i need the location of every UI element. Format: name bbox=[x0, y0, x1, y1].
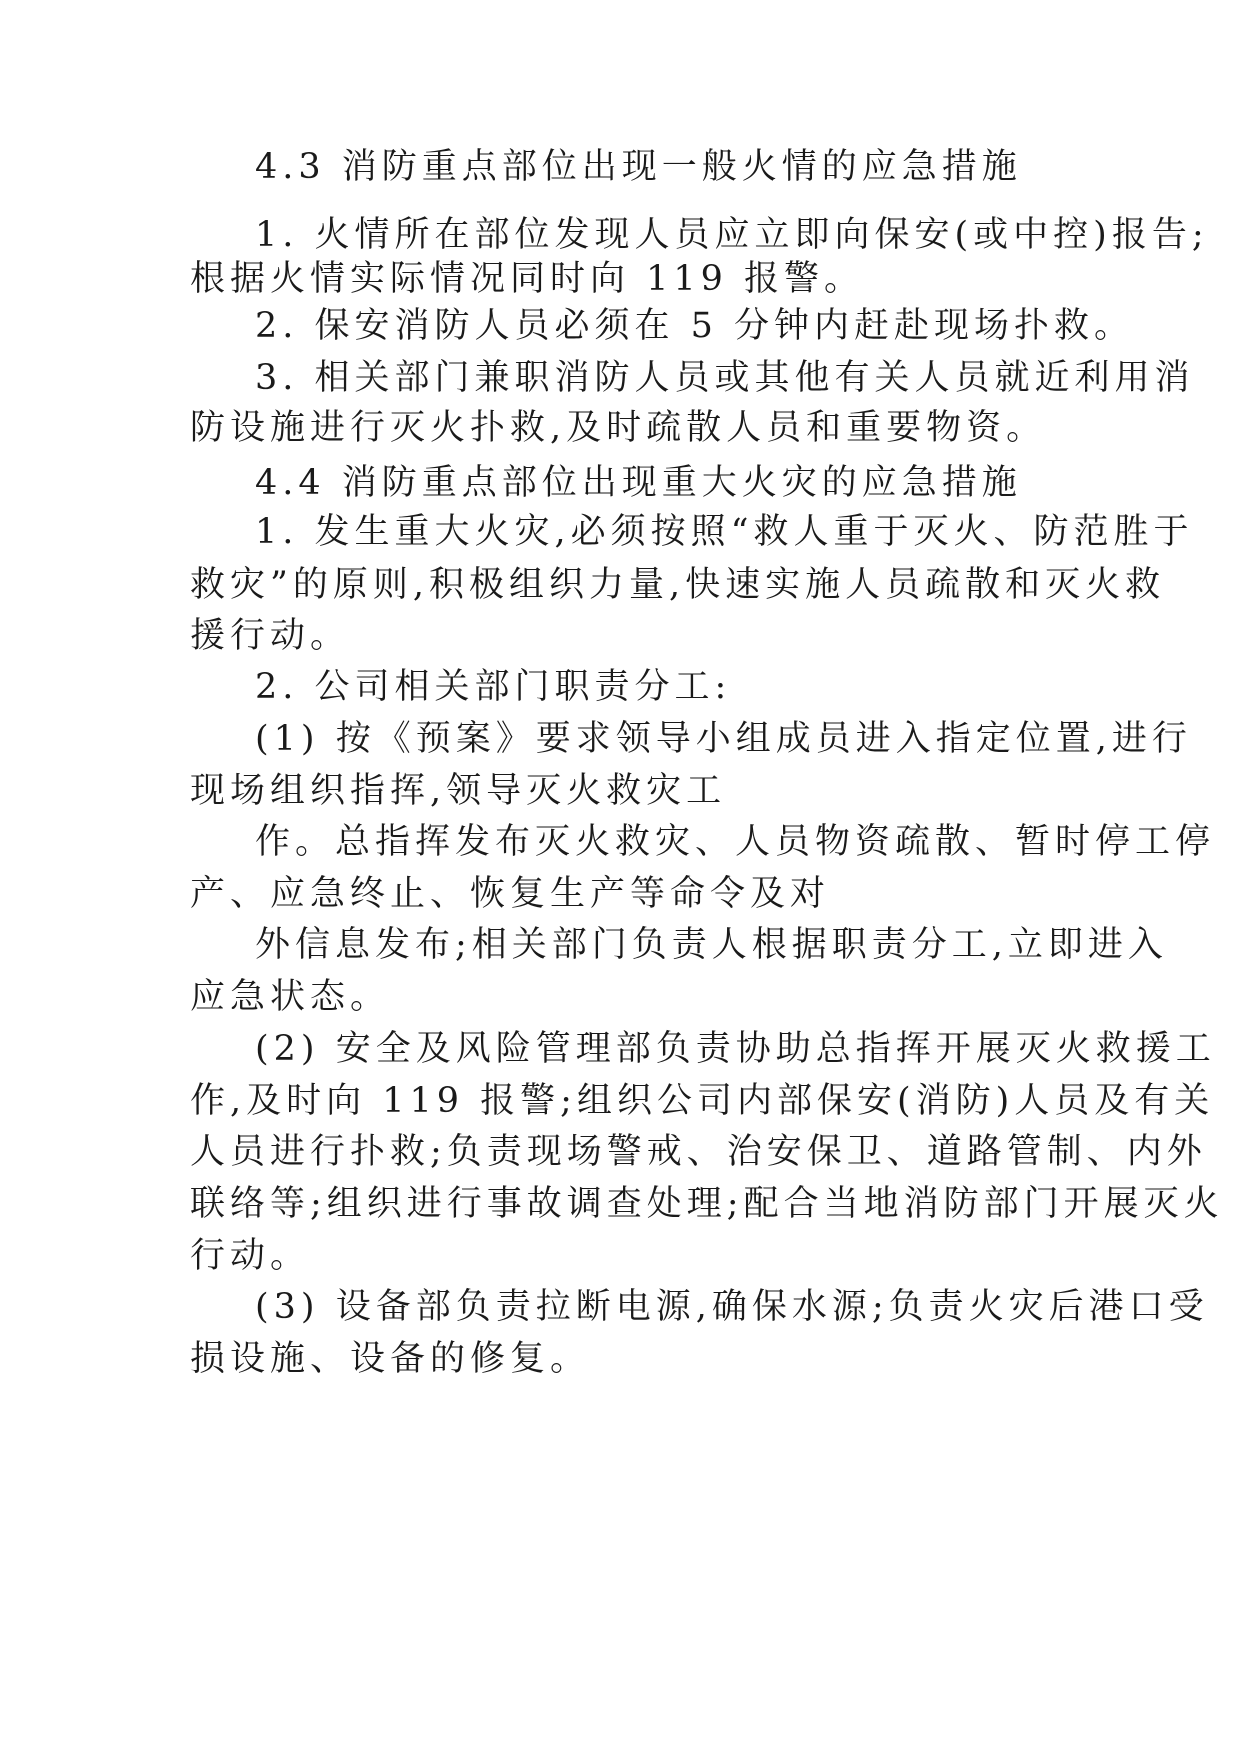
paragraph-line: 2. 公司相关部门职责分工: bbox=[255, 667, 732, 707]
paragraph-line: 2. 保安消防人员必须在 5 分钟内赶赴现场扑救。 bbox=[255, 306, 1135, 346]
paragraph-line: 损设施、设备的修复。 bbox=[190, 1339, 591, 1379]
paragraph-line: 行动。 bbox=[190, 1236, 311, 1276]
paragraph-line: 援行动。 bbox=[190, 616, 351, 656]
paragraph-line: 产、应急终止、恢复生产等命令及对 bbox=[190, 874, 831, 914]
paragraph-line: 现场组织指挥,领导灭火救灾工 bbox=[190, 771, 727, 811]
paragraph-line: 防设施进行灭火扑救,及时疏散人员和重要物资。 bbox=[190, 408, 1047, 448]
paragraph-line: 应急状态。 bbox=[190, 977, 391, 1017]
paragraph-line: 联络等;组织进行事故调查处理;配合当地消防部门开展灭火 bbox=[190, 1184, 1224, 1224]
paragraph-line: 1. 火情所在部位发现人员应立即向保安(或中控)报告; bbox=[255, 215, 1209, 255]
paragraph-line: 根据火情实际情况同时向 119 报警。 bbox=[190, 259, 865, 299]
paragraph-line: 作,及时向 119 报警;组织公司内部保安(消防)人员及有关 bbox=[190, 1081, 1215, 1121]
section-heading-4-3: 4.3 消防重点部位出现一般火情的应急措施 bbox=[255, 147, 1022, 187]
paragraph-line: 外信息发布;相关部门负责人根据职责分工,立即进入 bbox=[255, 925, 1168, 965]
paragraph-line: (3) 设备部负责拉断电源,确保水源;负责火灾后港口受 bbox=[255, 1287, 1209, 1327]
paragraph-line: 1. 发生重大火灾,必须按照“救人重于灭火、防范胜于 bbox=[255, 512, 1194, 552]
paragraph-line: 作。总指挥发布灭火救灾、人员物资疏散、暂时停工停 bbox=[255, 822, 1216, 862]
paragraph-line: 人员进行扑救;负责现场警戒、治安保卫、道路管制、内外 bbox=[190, 1132, 1207, 1172]
paragraph-line: (2) 安全及风险管理部负责协助总指挥开展灭火救援工 bbox=[255, 1029, 1216, 1069]
paragraph-line: 救灾”的原则,积极组织力量,快速实施人员疏散和灭火救 bbox=[190, 565, 1166, 605]
paragraph-line: 3. 相关部门兼职消防人员或其他有关人员就近利用消 bbox=[255, 358, 1195, 398]
paragraph-line: (1) 按《预案》要求领导小组成员进入指定位置,进行 bbox=[255, 719, 1192, 759]
section-heading-4-4: 4.4 消防重点部位出现重大火灾的应急措施 bbox=[255, 463, 1022, 503]
